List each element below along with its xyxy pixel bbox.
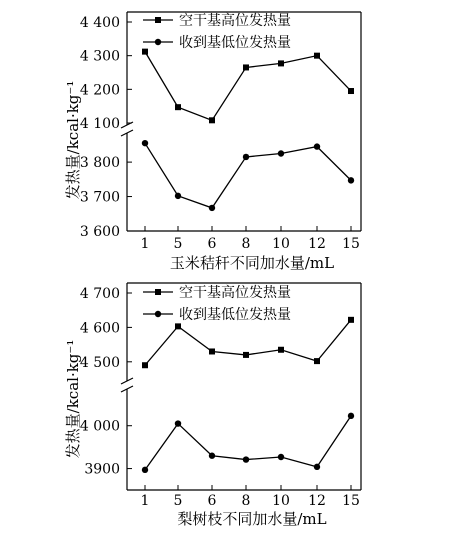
data-point-square [278,347,284,353]
data-point-square [348,317,354,323]
data-point-circle [175,193,181,199]
y-axis-title: 发热量/kcal·kg⁻¹ [64,80,82,200]
data-point-circle [243,456,249,462]
y-tick-label: 3900 [84,461,120,478]
x-tick-label: 10 [272,493,290,509]
y-tick-label: 4 000 [79,418,120,435]
x-tick-label: 12 [308,236,326,252]
data-point-circle [142,140,148,146]
data-point-circle [278,454,284,460]
y-tick-label: 4 200 [79,82,120,99]
data-point-circle [348,413,354,419]
y-tick-label: 4 400 [79,15,120,31]
legend-marker-square [155,289,161,295]
y-tick-label: 3 600 [79,224,120,240]
x-tick-label: 6 [207,236,217,252]
data-point-circle [209,205,215,211]
x-tick-label: 5 [173,493,183,509]
data-point-circle [314,464,320,470]
data-point-square [243,352,249,358]
legend-marker-circle [155,39,161,45]
x-tick-label: 1 [140,236,150,252]
data-point-square [142,362,148,368]
data-point-square [175,323,181,329]
y-tick-label: 4 700 [79,286,120,302]
legend-label: 空干基高位发热量 [179,13,291,29]
data-point-circle [314,143,320,149]
legend-marker-square [155,17,161,23]
y-tick-label: 4 300 [79,48,120,65]
x-tick-label: 10 [272,236,290,252]
legend-label: 收到基低位发热量 [179,35,291,51]
x-axis-title: 梨树枝不同加水量/mL [177,510,327,528]
legend-marker-circle [155,311,161,317]
data-point-circle [209,453,215,459]
data-point-circle [142,467,148,473]
data-point-square [209,117,215,123]
x-tick-label: 15 [342,493,360,509]
data-point-square [314,358,320,364]
x-tick-label: 12 [308,493,326,509]
y-tick-label: 4 100 [79,116,120,132]
data-point-circle [175,420,181,426]
data-point-square [348,88,354,94]
data-point-square [142,49,148,55]
y-axis-title: 发热量/kcal·kg⁻¹ [64,339,82,459]
data-point-circle [348,177,354,183]
legend-label: 空干基高位发热量 [179,285,291,301]
data-point-circle [243,154,249,160]
y-tick-label: 3 800 [79,155,120,172]
data-point-square [175,104,181,110]
legend-label: 收到基低位发热量 [179,307,291,323]
x-tick-label: 15 [342,236,360,252]
data-point-square [278,60,284,66]
x-tick-label: 8 [241,236,251,252]
y-tick-label: 4 600 [79,320,120,337]
y-tick-label: 3 700 [79,189,120,206]
data-point-square [209,348,215,354]
y-tick-label: 4 500 [79,354,120,371]
x-tick-label: 1 [140,493,150,509]
x-axis-title: 玉米秸秆不同加水量/mL [169,254,335,272]
x-tick-label: 5 [173,236,183,252]
data-point-circle [278,150,284,156]
x-tick-label: 6 [207,493,217,509]
data-point-square [243,64,249,70]
data-point-square [314,53,320,59]
x-tick-label: 8 [241,493,251,509]
